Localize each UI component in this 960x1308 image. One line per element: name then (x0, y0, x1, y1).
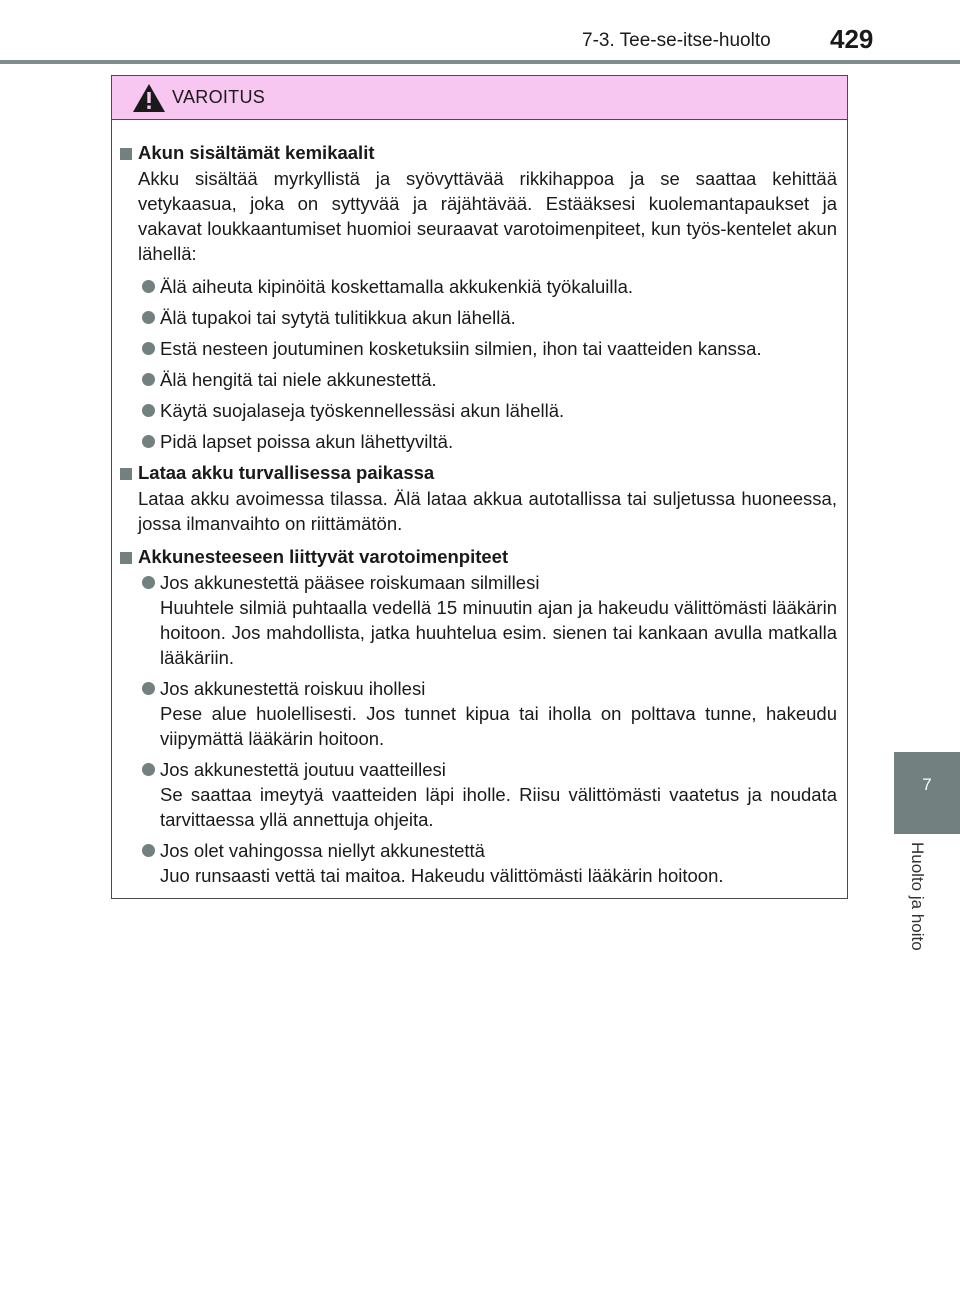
list-item (118, 570, 837, 670)
header-divider (0, 60, 960, 64)
warning-title: VAROITUS (172, 87, 266, 107)
list-item-text: Älä tupakoi tai sytytä tulitikkua akun lähellä. (160, 307, 516, 328)
list-item-text: Pese alue huolellisesti. Jos tunnet kipua tai iholla on polttava tunne, hakeudu viipymättä lääkärin hoitoon. (160, 703, 837, 749)
section-heading-text: Akkunesteeseen liittyvät varotoimenpiteet (138, 546, 509, 567)
list-item-text: Älä aiheuta kipinöitä koskettamalla akkukenkiä työkaluilla. (160, 276, 634, 297)
section-heading (118, 460, 837, 486)
round-bullet-icon (142, 682, 155, 695)
round-bullet-icon (142, 342, 155, 355)
section-heading-text: Lataa akku turvallisessa paikassa (138, 462, 435, 483)
section-heading-text: Akun sisältämät kemikaalit (138, 142, 375, 163)
chapter-tab-label: Huolto ja hoito (908, 842, 927, 951)
list-item-text: Juo runsaasti vettä tai maitoa. Hakeudu välittömästi lääkärin hoitoon. (160, 865, 724, 886)
round-bullet-icon (142, 311, 155, 324)
section-heading (118, 140, 837, 166)
section-text: Akku sisältää myrkyllistä ja syövyttävää rikkihappoa ja se saattaa kehittää vetykaasua, joka on syttyvää ja räjähtävää. Estääksesi kuolemantapaukset ja vakavat loukkaantumiset huomioi seuraavat varotoimenpiteet, kun työs-kentelet akun lähellä: (138, 168, 837, 264)
round-bullet-icon (142, 280, 155, 293)
list-item (118, 429, 837, 454)
warning-body (112, 120, 847, 888)
list-item-text: Se saattaa imeytyä vaatteiden läpi iholle. Riisu välittömästi vaatetus ja noudata tarvittaessa yllä annettuja ohjeita. (160, 784, 837, 830)
section-heading (118, 544, 837, 570)
round-bullet-icon (142, 435, 155, 448)
list-item-title: Jos akkunestettä pääsee roiskumaan silmillesi (160, 572, 540, 593)
list-item (118, 757, 837, 832)
square-bullet-icon (120, 148, 132, 160)
square-bullet-icon (120, 552, 132, 564)
page-number: 429 (830, 24, 874, 54)
list-item (118, 676, 837, 751)
list-item (118, 367, 837, 392)
list-item-title: Jos akkunestettä roiskuu ihollesi (160, 678, 426, 699)
list-item-text: Pidä lapset poissa akun lähettyviltä. (160, 431, 454, 452)
list-item-title: Jos akkunestettä joutuu vaatteillesi (160, 759, 446, 780)
list-item (118, 398, 837, 423)
round-bullet-icon (142, 576, 155, 589)
list-item (118, 838, 837, 888)
list-item (118, 305, 837, 330)
list-item-text: Estä nesteen joutuminen kosketuksiin silmien, ihon tai vaatteiden kanssa. (160, 338, 762, 359)
list-item (118, 274, 837, 299)
list-item-text: Huuhtele silmiä puhtaalla vedellä 15 minuutin ajan ja hakeudu välittömästi lääkärin hoitoon. Jos mahdollista, jatka huuhtelua esim. sienen tai kankaan avulla matkalla lääkäriin. (160, 597, 837, 668)
warning-triangle-icon (132, 83, 166, 113)
round-bullet-icon (142, 844, 155, 857)
warning-header (112, 76, 847, 120)
round-bullet-icon (142, 404, 155, 417)
list-item-text: Älä hengitä tai niele akkunestettä. (160, 369, 437, 390)
round-bullet-icon (142, 763, 155, 776)
header-section-title: 7-3. Tee-se-itse-huolto (582, 30, 771, 51)
list-item-text: Käytä suojalaseja työskennellessäsi akun lähellä. (160, 400, 565, 421)
section-text: Lataa akku avoimessa tilassa. Älä lataa akkua autotallissa tai suljetussa huoneessa, jossa ilmanvaihto on riittämätön. (138, 488, 837, 534)
list-item (118, 336, 837, 361)
square-bullet-icon (120, 468, 132, 480)
warning-box (111, 75, 848, 899)
round-bullet-icon (142, 373, 155, 386)
list-item-title: Jos olet vahingossa niellyt akkunestettä (160, 840, 485, 861)
chapter-tab-number: 7 (922, 775, 932, 794)
